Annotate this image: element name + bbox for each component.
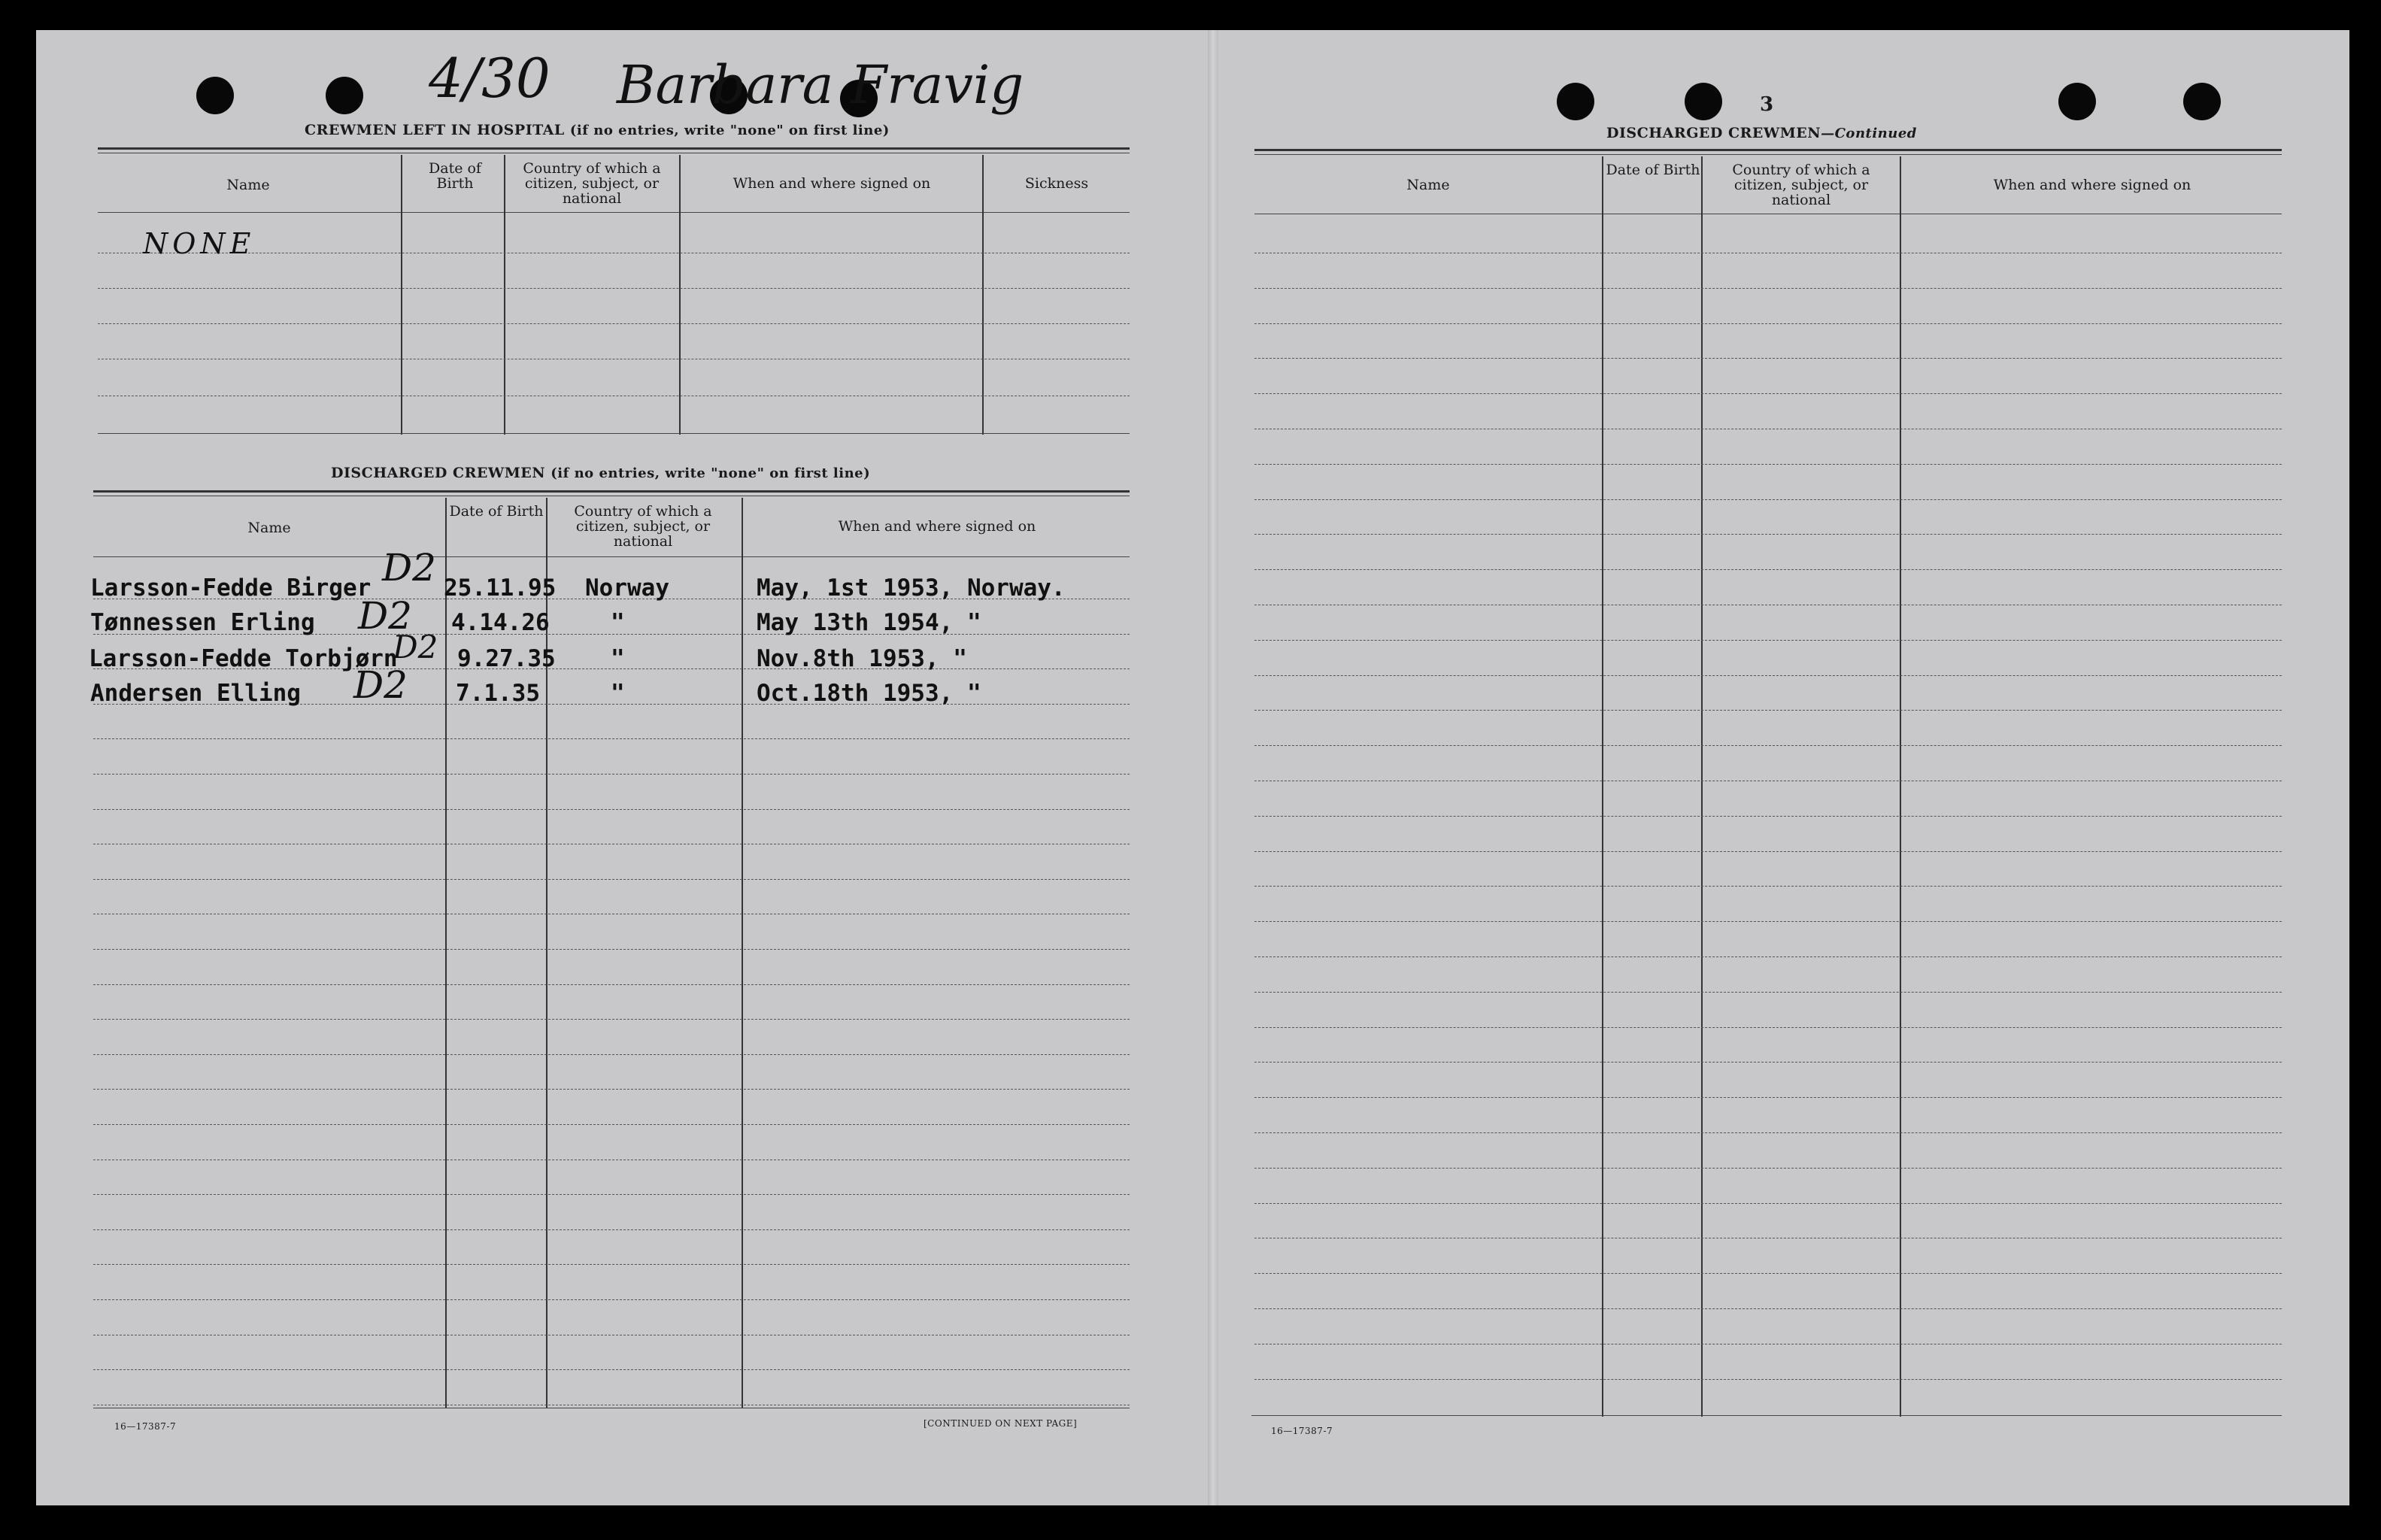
continued-title-suffix: —Continued	[1821, 126, 1917, 141]
ruled-line	[93, 1089, 1130, 1090]
ruled-line	[93, 1369, 1130, 1370]
punch-hole	[326, 77, 363, 114]
row2-mark: D2	[358, 594, 412, 638]
discharged-top-rule	[93, 490, 1130, 493]
row3-country: "	[611, 645, 625, 672]
continued-top-rule	[1254, 149, 2282, 151]
continued-col-signed: When and where signed on	[1993, 177, 2191, 193]
row3-dob: 9.27.35	[457, 645, 556, 672]
discharged-title-note: (if no entries, write "none" on first line)	[551, 465, 871, 481]
ruled-line	[1254, 816, 2282, 817]
ruled-line	[1254, 1027, 2282, 1028]
hospital-top-rule	[98, 147, 1130, 150]
handwritten-date: 4/30	[429, 47, 551, 110]
hospital-entry-none: NONE	[143, 227, 256, 260]
ruled-line	[1254, 1273, 2282, 1274]
ruled-line	[1254, 1132, 2282, 1133]
row4-dob: 7.1.35	[456, 680, 540, 707]
row1-country: Norway	[585, 574, 669, 602]
hospital-title: CREWMEN LEFT IN HOSPITAL	[305, 122, 565, 138]
form-number-left: 16—17387-7	[114, 1421, 177, 1432]
ruled-line	[1254, 393, 2282, 394]
continued-col-dob: Date of Birth	[1606, 162, 1700, 178]
hospital-section-title	[305, 122, 890, 138]
ruled-line	[1254, 1062, 2282, 1063]
ruled-line	[1254, 921, 2282, 922]
ruled-line	[93, 949, 1130, 950]
handwritten-vessel-name: Barbara Fravig	[617, 54, 1024, 116]
ruled-line	[1254, 1308, 2282, 1309]
hospital-divider	[982, 155, 984, 435]
discharged-col-country: Country of which a citizen, subject, or national	[574, 503, 712, 550]
hospital-bottom-rule	[98, 433, 1130, 434]
row1-mark: D2	[382, 546, 436, 590]
ruled-line	[1254, 569, 2282, 570]
ruled-line	[1254, 1379, 2282, 1380]
form-number-right: 16—17387-7	[1271, 1426, 1333, 1436]
row3-name: Larsson-Fedde Torbjørn	[89, 645, 398, 672]
ruled-line	[1254, 710, 2282, 711]
ruled-line	[93, 738, 1130, 739]
row3-signed-on: Nov.8th 1953, "	[757, 645, 967, 672]
ruled-line	[1254, 358, 2282, 359]
page-number: 3	[1760, 93, 1774, 116]
hospital-divider	[401, 155, 402, 435]
ruled-line	[1254, 675, 2282, 676]
punch-hole	[1557, 83, 1594, 120]
right-page	[1214, 30, 2349, 1505]
continued-divider	[1602, 156, 1603, 1417]
continued-note: [CONTINUED ON NEXT PAGE]	[924, 1418, 1078, 1429]
punch-hole	[1685, 83, 1722, 120]
row2-signed-on: May 13th 1954, "	[757, 609, 981, 636]
ruled-line	[1254, 886, 2282, 887]
hospital-header-rule	[98, 212, 1130, 213]
ruled-line	[93, 774, 1130, 775]
hospital-divider	[679, 155, 681, 435]
continued-col-name: Name	[1406, 177, 1450, 193]
hospital-col-name: Name	[226, 177, 270, 193]
ruled-line	[93, 1264, 1130, 1265]
punch-hole	[2183, 83, 2221, 120]
row3-mark: D2	[393, 629, 438, 665]
hospital-col-sickness: Sickness	[1024, 175, 1089, 192]
ruled-line	[1254, 323, 2282, 324]
punch-hole	[2058, 83, 2096, 120]
ruled-line	[93, 1229, 1130, 1230]
ruled-line	[93, 879, 1130, 880]
ruled-line	[1254, 956, 2282, 957]
row4-country: "	[611, 680, 625, 707]
ruled-line	[1254, 640, 2282, 641]
hospital-line	[98, 323, 1130, 324]
ruled-line	[93, 1054, 1130, 1055]
ruled-line	[1254, 288, 2282, 289]
discharged-header-rule	[93, 556, 1130, 557]
ruled-line	[1254, 1097, 2282, 1098]
ruled-line	[93, 809, 1130, 810]
row2-country: "	[611, 609, 625, 636]
continued-divider	[1900, 156, 1901, 1417]
hospital-col-signed: When and where signed on	[732, 175, 931, 192]
row4-signed-on: Oct.18th 1953, "	[757, 680, 981, 707]
discharged-col-name: Name	[247, 520, 291, 536]
continued-section-title	[1606, 125, 1917, 141]
row1-signed-on: May, 1st 1953, Norway.	[757, 574, 1066, 602]
continued-title: DISCHARGED CREWMEN	[1606, 125, 1821, 141]
row2-dob: 4.14.26	[451, 609, 550, 636]
ruled-line	[1254, 992, 2282, 993]
ruled-line	[1254, 464, 2282, 465]
page-gutter	[1208, 30, 1218, 1505]
discharged-title: DISCHARGED CREWMEN	[331, 465, 546, 481]
row2-name: Tønnessen Erling	[90, 609, 315, 636]
ruled-line	[93, 1019, 1130, 1020]
row4-name: Andersen Elling	[90, 680, 301, 707]
row1-dob: 25.11.95	[444, 574, 557, 602]
continued-bottom-rule	[1251, 1415, 2282, 1416]
discharged-col-dob: Date of Birth	[449, 503, 544, 520]
ruled-line	[1254, 499, 2282, 500]
ruled-line	[1254, 534, 2282, 535]
continued-col-country: Country of which a citizen, subject, or national	[1732, 162, 1870, 208]
row4-mark: D2	[353, 663, 408, 707]
continued-top-rule-2	[1254, 154, 2282, 155]
ruled-line	[93, 1124, 1130, 1125]
ruled-line	[1254, 851, 2282, 852]
hospital-col-country: Country of which a citizen, subject, or national	[523, 160, 661, 207]
discharged-section-title	[331, 465, 870, 481]
ruled-line	[93, 1299, 1130, 1300]
hospital-title-note: (if no entries, write "none" on first line)	[569, 123, 890, 138]
ruled-line	[1254, 1168, 2282, 1169]
hospital-line	[98, 288, 1130, 289]
continued-divider	[1701, 156, 1703, 1417]
ruled-line	[1254, 745, 2282, 746]
ruled-line	[1254, 1203, 2282, 1204]
hospital-divider	[504, 155, 505, 435]
punch-hole	[196, 77, 234, 114]
ruled-line	[93, 1194, 1130, 1195]
ruled-line	[93, 984, 1130, 985]
discharged-col-signed: When and where signed on	[838, 518, 1036, 535]
hospital-col-dob: Date of Birth	[429, 160, 481, 192]
row1-name: Larsson-Fedde Birger	[90, 574, 372, 602]
